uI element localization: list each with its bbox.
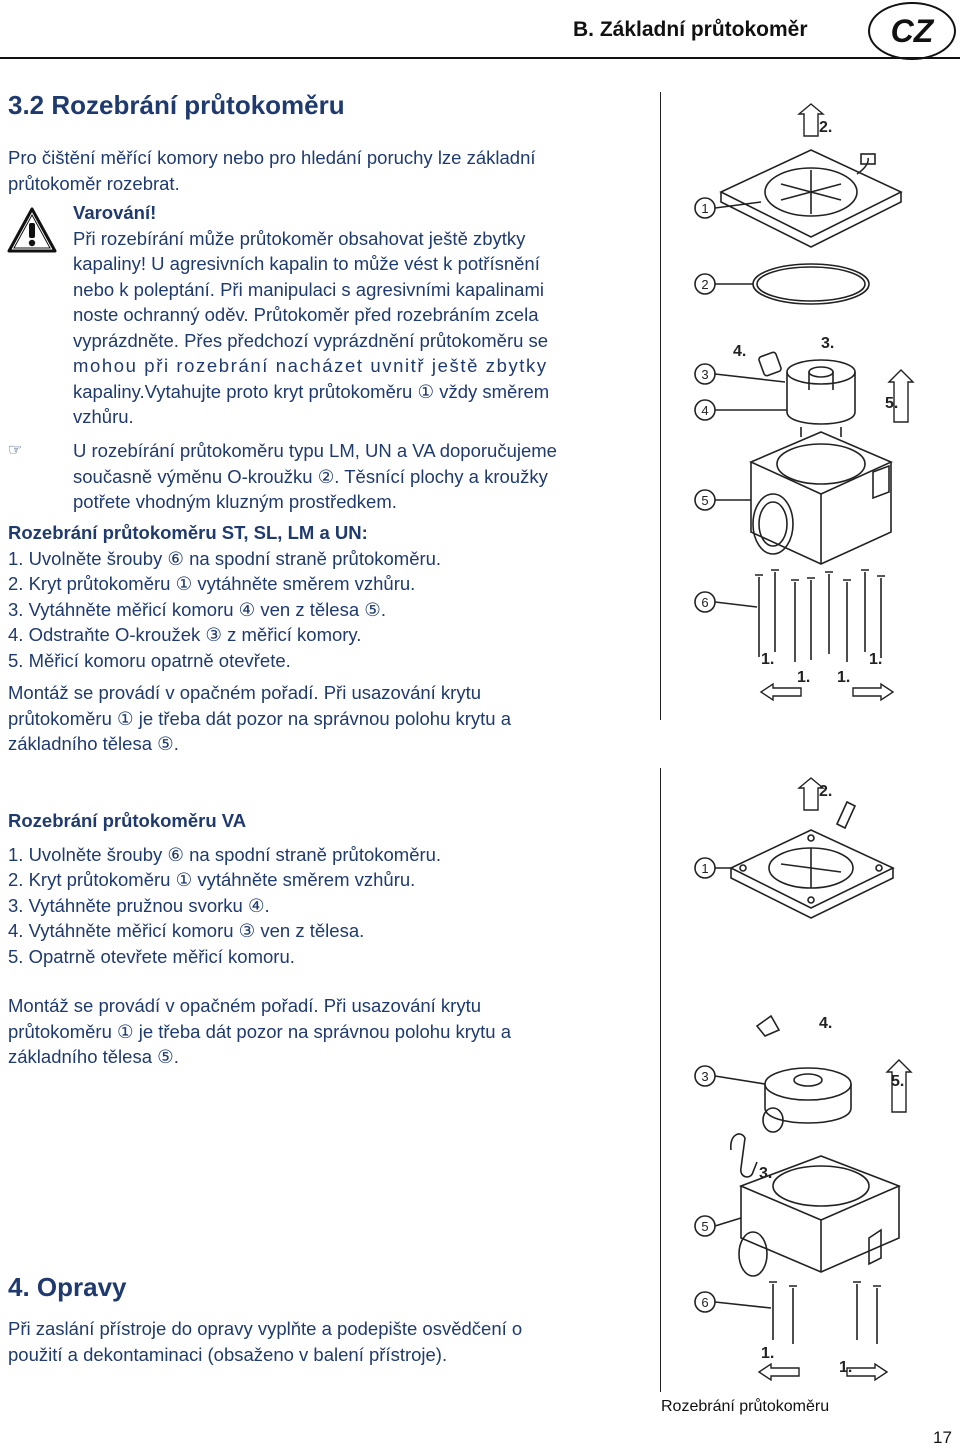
assembly-line: základního tělesa ⑤. bbox=[8, 733, 179, 754]
assembly-line: průtokoměru ① je třeba dát pozor na správnou polohu krytu a bbox=[8, 1020, 512, 1042]
step-label: 1. bbox=[869, 651, 883, 668]
warning-line: mohou při rozebrání nacházet uvnitř ještě zbytky bbox=[73, 355, 548, 376]
note-line: současně výměnu O-kroužku ②. Těsnící plochy a kroužky bbox=[73, 465, 548, 487]
note-line: U rozebírání průtokoměru typu LM, UN a VA doporučujeme bbox=[73, 440, 557, 461]
note-line: potřete vhodným kluzným prostředkem. bbox=[73, 491, 397, 512]
st-step: 5. Měřicí komoru opatrně otevřete. bbox=[8, 649, 291, 671]
callout-label: 5 bbox=[701, 1219, 709, 1234]
st-step: 2. Kryt průtokoměru ① vytáhněte směrem vzhůru. bbox=[8, 573, 416, 594]
step-label: 1. bbox=[837, 669, 851, 686]
va-step: 2. Kryt průtokoměru ① vytáhněte směrem vzhůru. bbox=[8, 869, 416, 890]
st-step: 3. Vytáhněte měřicí komoru ④ ven z tělesa ⑤. bbox=[8, 598, 386, 620]
assembly-line: Montáž se provádí v opačném pořadí. Při usazování krytu bbox=[8, 682, 482, 703]
step-label: 4. bbox=[819, 1015, 833, 1032]
warning-line: kapaliny! U agresivních kapalin to může vést k potřísnění bbox=[73, 253, 540, 274]
callout-label: 1 bbox=[701, 861, 709, 876]
step-label: 4. bbox=[733, 343, 747, 360]
va-heading: Rozebrání průtokoměru VA bbox=[8, 810, 247, 831]
language-badge: CZ bbox=[868, 2, 956, 60]
va-step: 4. Vytáhněte měřicí komoru ③ ven z tělesa. bbox=[8, 920, 365, 941]
exploded-view-figure-va bbox=[660, 768, 957, 1392]
warning-line: vyprázdněte. Přes předchozí vyprázdnění průtokoměru se bbox=[73, 329, 549, 351]
repairs-heading: 4. Opravy bbox=[8, 1272, 127, 1302]
warning-line: Při rozebírání může průtokoměr obsahovat ještě zbytky bbox=[73, 227, 526, 249]
callout-label: 1 bbox=[701, 201, 709, 216]
callout-label: 6 bbox=[701, 1295, 709, 1310]
va-step: 3. Vytáhněte pružnou svorku ④. bbox=[8, 894, 270, 916]
st-assembly bbox=[8, 680, 511, 757]
step-label: 3. bbox=[759, 1165, 773, 1182]
step-label: 1. bbox=[761, 1345, 775, 1362]
header-rule bbox=[0, 57, 960, 59]
repairs-text bbox=[8, 1316, 522, 1367]
va-assembly bbox=[8, 993, 511, 1070]
step-label: 5. bbox=[891, 1073, 905, 1090]
va-step: 1. Uvolněte šrouby ⑥ na spodní straně průtokoměru. bbox=[8, 843, 442, 865]
assembly-line: průtokoměru ① je třeba dát pozor na správnou polohu krytu a bbox=[8, 707, 512, 729]
note-block bbox=[73, 438, 557, 515]
callout-label: 3 bbox=[701, 1069, 709, 1084]
warning-icon bbox=[6, 206, 58, 254]
st-step: 1. Uvolněte šrouby ⑥ na spodní straně průtokoměru. bbox=[8, 547, 442, 569]
callout-label: 5 bbox=[701, 493, 709, 508]
callout-label: 2 bbox=[701, 277, 709, 292]
warning-line: noste ochranný oděv. Průtokoměr před rozebráním zcela bbox=[73, 304, 539, 325]
va-procedure bbox=[8, 808, 441, 969]
intro-text bbox=[8, 145, 536, 196]
warning-line: kapaliny.Vytahujte proto kryt průtokoměru ① vždy směrem bbox=[73, 380, 550, 402]
assembly-line: Montáž se provádí v opačném pořadí. Při usazování krytu bbox=[8, 995, 482, 1016]
step-label: 2. bbox=[819, 119, 833, 136]
callout-label: 3 bbox=[701, 367, 709, 382]
pointing-hand-icon: ☞ bbox=[8, 442, 23, 459]
callout-label: 6 bbox=[701, 595, 709, 610]
intro-line: průtokoměr rozebrat. bbox=[8, 172, 180, 194]
warning-line: vzhůru. bbox=[73, 406, 134, 427]
step-label: 1. bbox=[839, 1359, 853, 1376]
st-step: 4. Odstraňte O-kroužek ③ z měřicí komory. bbox=[8, 624, 362, 645]
assembly-line: základního tělesa ⑤. bbox=[8, 1046, 179, 1067]
section-heading: 3.2 Rozebrání průtokoměru bbox=[8, 90, 345, 120]
st-heading: Rozebrání průtokoměru ST, SL, LM a UN: bbox=[8, 522, 368, 543]
st-procedure bbox=[8, 520, 441, 673]
step-label: 5. bbox=[885, 395, 899, 412]
exploded-view-figure-st bbox=[660, 92, 957, 720]
repairs-line: Při zaslání přístroje do opravy vyplňte a podepište osvědčení o bbox=[8, 1318, 523, 1339]
warning-line: nebo k poleptání. Při manipulaci s agresivními kapalinami bbox=[73, 278, 544, 300]
callout-label: 4 bbox=[701, 403, 709, 418]
step-label: 1. bbox=[797, 669, 811, 686]
step-label: 1. bbox=[761, 651, 775, 668]
intro-line: Pro čištění měřící komory nebo pro hledání poruchy lze základní bbox=[8, 147, 536, 168]
header-title: B. Základní průtokoměr bbox=[573, 18, 808, 41]
step-label: 3. bbox=[821, 335, 835, 352]
figure-caption: Rozebrání průtokoměru bbox=[661, 1398, 830, 1415]
step-label: 2. bbox=[819, 783, 833, 800]
page-number: 17 bbox=[933, 1428, 952, 1447]
repairs-line: použití a dekontaminaci (obsaženo v balení přístroje). bbox=[8, 1343, 448, 1365]
va-step: 5. Opatrně otevřete měřicí komoru. bbox=[8, 945, 295, 967]
warning-title: Varování! bbox=[73, 202, 157, 223]
warning-block bbox=[73, 200, 549, 430]
